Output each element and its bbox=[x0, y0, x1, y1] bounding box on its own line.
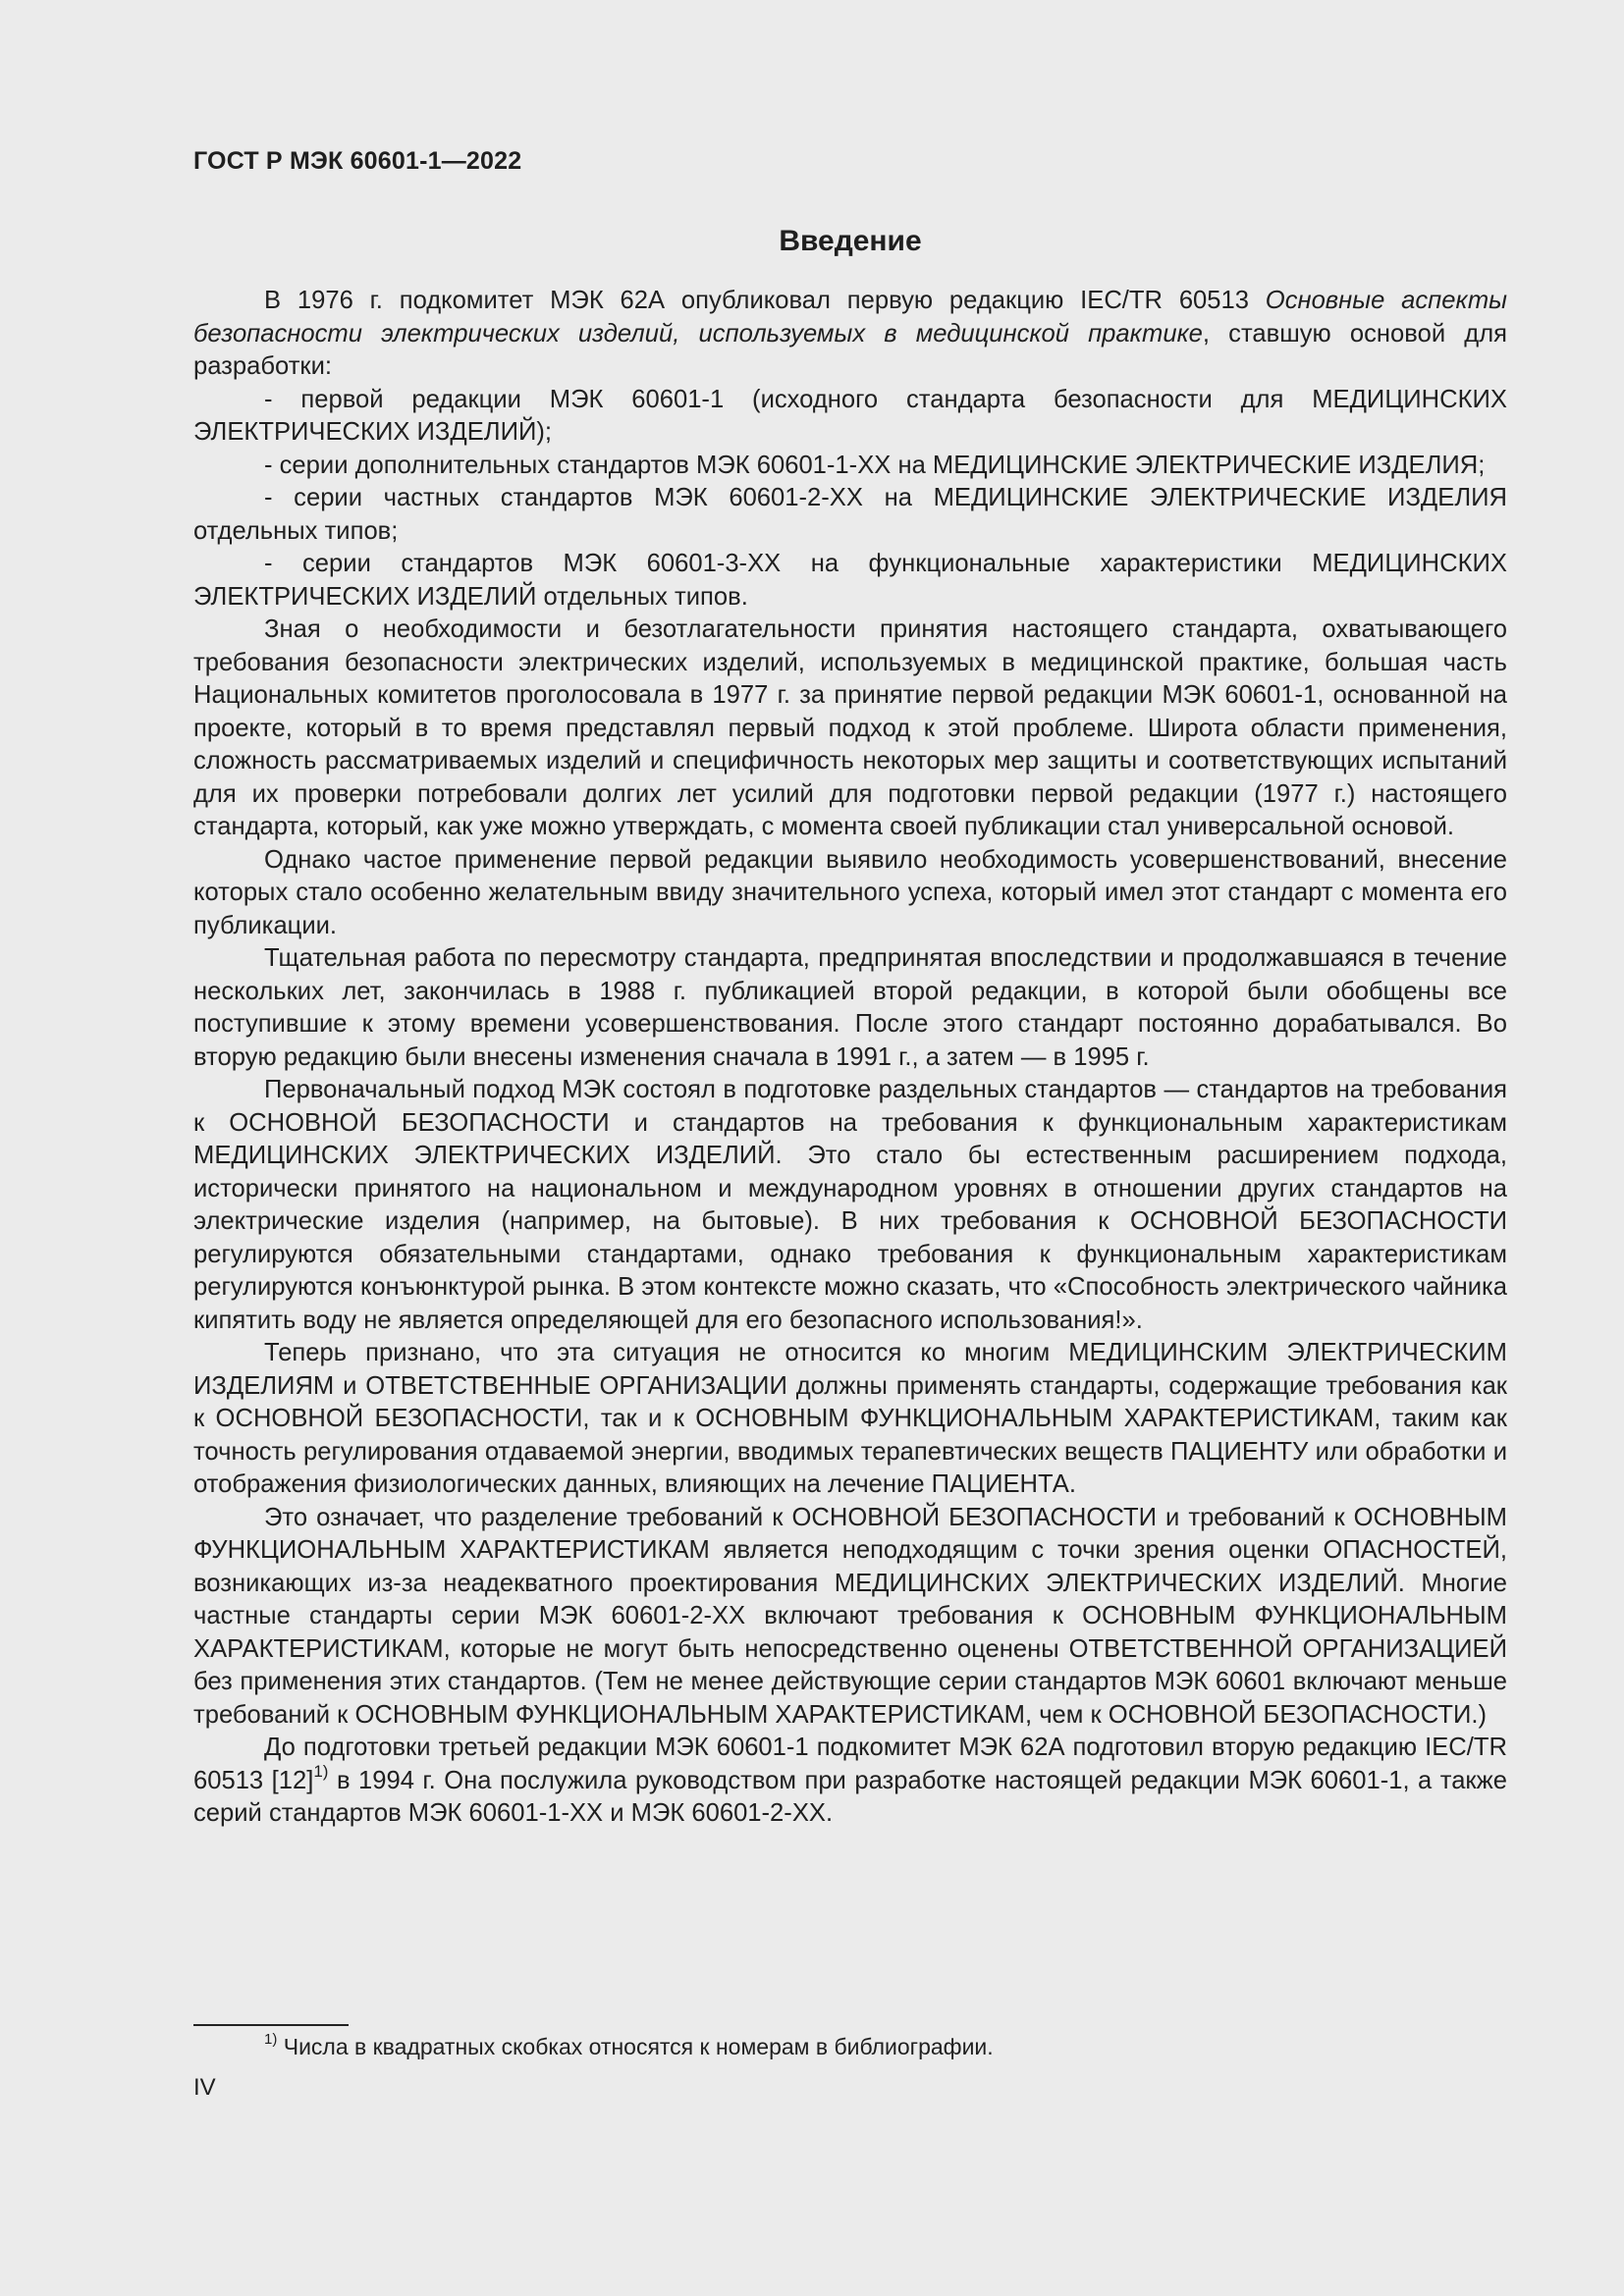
document-header: ГОСТ Р МЭК 60601-1—2022 bbox=[193, 147, 522, 175]
footnote bbox=[264, 2032, 994, 2061]
last-paragraph-before-ref: До подготовки третьей редакции МЭК 60601-1 подкомитет МЭК 62А подготовил вторую редакцию IEC/TR 60513 [12] bbox=[193, 1734, 1507, 1794]
last-paragraph bbox=[193, 1732, 1507, 1831]
footnote-divider bbox=[193, 2024, 349, 2026]
list-item: - серии стандартов МЭК 60601-3-XX на функциональные характеристики МЕДИЦИНСКИХ ЭЛЕКТРИЧЕСКИХ ИЗДЕЛИЙ отдельных типов. bbox=[193, 550, 1507, 611]
last-paragraph-after-ref: в 1994 г. Она послужила руководством при разработке настоящей редакции МЭК 60601-1, а также серий стандартов МЭК 60601-1-XX и МЭК 60601-2-XX. bbox=[193, 1766, 1507, 1827]
paragraph: Зная о необходимости и безотлагательности принятия настоящего стандарта, охватывающего требования безопасности электрических изделий, используемых в медицинской практике, большая часть Национальных комитетов проголосовала в 1977 г. за принятие первой редакции МЭК 60601-1, основанной на проекте, который в то время представлял первый подход к этой проблеме. Широта области применения, сложность рассматриваемых изделий и специфичность некоторых мер защиты и соответствующих испытаний для их проверки потребовали долгих лет усилий для подготовки первой редакции (1977 г.) настоящего стандарта, который, как уже можно утверждать, с момента своей публикации стал универсальной основой. bbox=[193, 615, 1507, 840]
intro-italic-title: Основные аспекты безопасности электрических изделий, используемых в медицинской практике bbox=[193, 287, 1507, 347]
intro-paragraph bbox=[193, 285, 1507, 384]
section-title: Введение bbox=[779, 225, 922, 257]
body-text bbox=[193, 285, 1507, 1831]
footnote-reference[interactable]: 1) bbox=[313, 1761, 329, 1781]
page-number: IV bbox=[193, 2074, 216, 2101]
list-item: - серии дополнительных стандартов МЭК 60601-1-XX на МЕДИЦИНСКИЕ ЭЛЕКТРИЧЕСКИЕ ИЗДЕЛИЯ; bbox=[264, 451, 1486, 479]
intro-lead: В 1976 г. подкомитет МЭК 62А опубликовал первую редакцию IEC/TR 60513 bbox=[264, 287, 1266, 314]
paragraph: Однако частое применение первой редакции выявило необходимость усовершенствований, внесение которых стало особенно желательным ввиду значительного успеха, который имел этот стандарт с момента его публикации. bbox=[193, 845, 1507, 939]
paragraph: Теперь признано, что эта ситуация не относится ко многим МЕДИЦИНСКИМ ЭЛЕКТРИЧЕСКИМ ИЗДЕЛИЯМ и ОТВЕТСТВЕННЫЕ ОРГАНИЗАЦИИ должны применять стандарты, содержащие требования как к ОСНОВНОЙ БЕЗОПАСНОСТИ, так и к ОСНОВНЫМ ФУНКЦИОНАЛЬНЫМ ХАРАКТЕРИСТИКАМ, таким как точность регулирования отдаваемой энергии, вводимых терапевтических веществ ПАЦИЕНТУ или обработки и отображения физиологических данных, влияющих на лечение ПАЦИЕНТА. bbox=[193, 1339, 1507, 1498]
footnote-mark: 1) bbox=[264, 2031, 278, 2049]
paragraph: Первоначальный подход МЭК состоял в подготовке раздельных стандартов — стандартов на требования к ОСНОВНОЙ БЕЗОПАСНОСТИ и стандартов на требования к функциональным характеристикам МЕДИЦИНСКИХ ЭЛЕКТРИЧЕСКИХ ИЗДЕЛИЙ. Это стало бы естественным расширением подхода, исторически принятого на национальном и международном уровнях в отношении других стандартов на электрические изделия (например, на бытовые). В них требования к ОСНОВНОЙ БЕЗОПАСНОСТИ регулируются обязательными стандартами, однако требования к функциональным характеристикам регулируются конъюнктурой рынка. В этом контексте можно сказать, что «Способность электрического чайника кипятить воду не является определяющей для его безопасного использования!». bbox=[193, 1076, 1507, 1334]
intro-tail: , ставшую основой для разработки: bbox=[193, 319, 1507, 380]
paragraph: Это означает, что разделение требований к ОСНОВНОЙ БЕЗОПАСНОСТИ и требований к ОСНОВНЫМ ФУНКЦИОНАЛЬНЫМ ХАРАКТЕРИСТИКАМ является неподходящим с точки зрения оценки ОПАСНОСТЕЙ, возникающих из-за неадекватного проектирования МЕДИЦИНСКИХ ЭЛЕКТРИЧЕСКИХ ИЗДЕЛИЙ. Многие частные стандарты серии МЭК 60601-2-XX включают требования к ОСНОВНЫМ ФУНКЦИОНАЛЬНЫМ ХАРАКТЕРИСТИКАМ, которые не могут быть непосредственно оценены ОТВЕТСТВЕННОЙ ОРГАНИЗАЦИЕЙ без применения этих стандартов. (Тем не менее действующие серии стандартов МЭК 60601 включают меньше требований к ОСНОВНЫМ ФУНКЦИОНАЛЬНЫМ ХАРАКТЕРИСТИКАМ, чем к ОСНОВНОЙ БЕЗОПАСНОСТИ.) bbox=[193, 1503, 1507, 1729]
footnote-text: Числа в квадратных скобках относятся к номерам в библиографии. bbox=[277, 2034, 994, 2059]
paragraph: Тщательная работа по пересмотру стандарта, предпринятая впоследствии и продолжавшаяся в течение нескольких лет, закончилась в 1988 г. публикацией второй редакции, в которой были обобщены все поступившие к этому времени усовершенствования. После этого стандарт постоянно дорабатывался. Во вторую редакцию были внесены изменения сначала в 1991 г., а затем — в 1995 г. bbox=[193, 944, 1507, 1071]
list-item: - серии частных стандартов МЭК 60601-2-XX на МЕДИЦИНСКИЕ ЭЛЕКТРИЧЕСКИЕ ИЗДЕЛИЯ отдельных типов; bbox=[193, 484, 1507, 545]
list-item: - первой редакции МЭК 60601-1 (исходного стандарта безопасности для МЕДИЦИНСКИХ ЭЛЕКТРИЧЕСКИХ ИЗДЕЛИЙ); bbox=[193, 385, 1507, 446]
